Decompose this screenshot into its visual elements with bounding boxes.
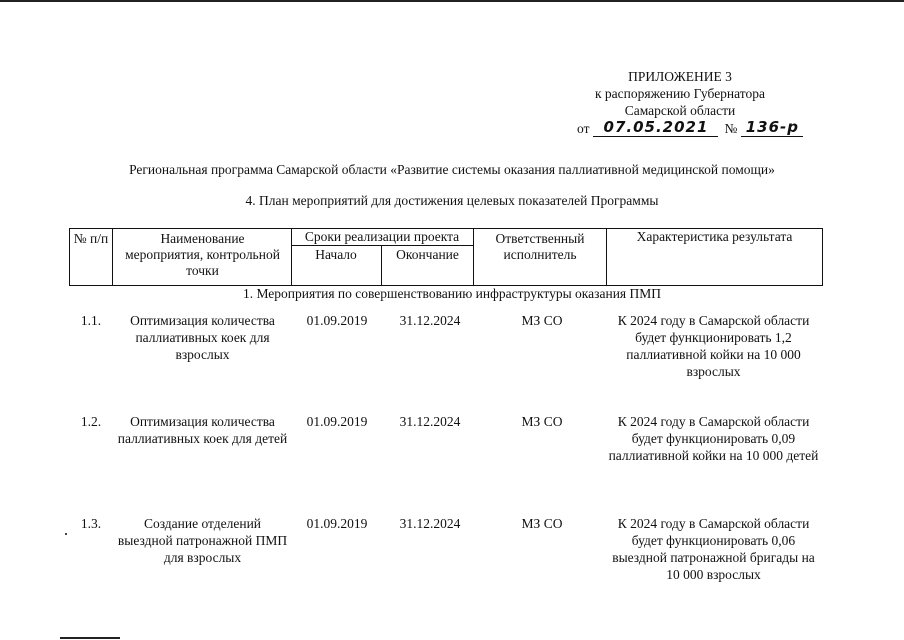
row-start: 01.09.2019 — [306, 414, 368, 429]
header-divider — [112, 229, 113, 285]
row-result: К 2024 году в Самарской области будет функционировать 0,09 паллиативной койки на 10 000 детей — [608, 414, 819, 463]
row-end: 31.12.2024 — [399, 516, 461, 531]
header-name: Наименование мероприятия, контрольной точки — [125, 231, 280, 278]
header-responsible: Ответственный исполнитель — [495, 231, 585, 262]
from-label: от — [577, 121, 590, 136]
row-end: 31.12.2024 — [399, 414, 461, 429]
handwritten-number: 136-р — [741, 118, 803, 137]
order-line — [577, 118, 803, 136]
footnote-line — [60, 637, 120, 639]
row-num: 1.1. — [80, 313, 102, 328]
appendix-title: ПРИЛОЖЕНИЕ 3 — [628, 69, 732, 84]
row-responsible: МЗ СО — [521, 313, 563, 328]
row-num: 1.3. — [80, 516, 102, 531]
appendix-decree: к распоряжению Губернатора — [594, 86, 766, 101]
handwritten-date: 07.05.2021 — [593, 118, 718, 137]
row-name: Оптимизация количества паллиативных коек для детей — [117, 414, 288, 446]
appendix-region: Самарской области — [624, 103, 736, 118]
header-result: Характеристика результата — [636, 229, 793, 244]
header-terms: Сроки реализации проекта — [304, 229, 460, 244]
row-responsible: МЗ СО — [521, 516, 563, 531]
header-num: № п/п — [73, 231, 109, 246]
plan-title: 4. План мероприятий для достижения целевых показателей Программы — [245, 193, 659, 208]
row-result: К 2024 году в Самарской области будет функционировать 1,2 паллиативной койки на 10 000 взрослых — [617, 313, 810, 379]
row-responsible: МЗ СО — [521, 414, 563, 429]
header-start: Начало — [315, 247, 357, 262]
scan-speck — [65, 533, 67, 535]
row-name: Оптимизация количества паллиативных коек для взрослых — [130, 313, 275, 362]
appendix-header — [560, 68, 800, 119]
header-end: Окончание — [396, 247, 459, 262]
row-name: Создание отделений выездной патронажной ПМП для взрослых — [117, 516, 288, 565]
row-result: К 2024 году в Самарской области будет функционировать 0,06 выездной патронажной бригады на 10 000 взрослых — [612, 516, 815, 582]
top-border-line — [0, 0, 904, 2]
row-num: 1.2. — [80, 414, 102, 429]
header-divider — [291, 245, 473, 246]
row-start: 01.09.2019 — [306, 313, 368, 328]
row-start: 01.09.2019 — [306, 516, 368, 531]
table-header — [69, 228, 823, 286]
row-end: 31.12.2024 — [399, 313, 461, 328]
program-title: Региональная программа Самарской области «Развитие системы оказания паллиативной медицинской помощи» — [129, 162, 775, 177]
number-sign: № — [724, 121, 738, 136]
section-title: 1. Мероприятия по совершенствованию инфраструктуры оказания ПМП — [242, 286, 662, 301]
